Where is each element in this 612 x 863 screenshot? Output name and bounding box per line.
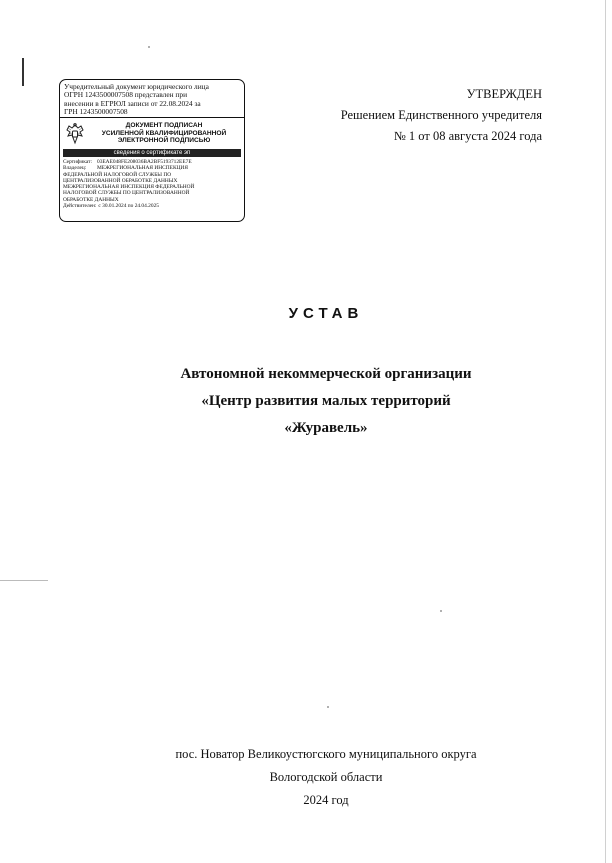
stamp-title-line: ДОКУМЕНТ ПОДПИСАН	[125, 122, 203, 130]
organization-name	[0, 361, 612, 442]
owner-label: Владелец:	[63, 165, 87, 172]
validity-value: с 30.01.2024 по 24.04.2025	[98, 203, 159, 210]
organization-name-line: «Журавель»	[284, 420, 368, 436]
place-and-year	[0, 743, 612, 812]
stamp-title	[87, 122, 241, 145]
owner-line: ОБРАБОТКЕ ДАННЫХ	[63, 196, 119, 203]
owner-line: МЕЖРЕГИОНАЛЬНАЯ ИНСПЕКЦИЯ ФЕДЕРАЛЬНОЙ	[63, 184, 195, 191]
certificate-details	[60, 159, 244, 209]
stamp-header-line: внесении в ЕГРЮЛ записи от 22.08.2024 за	[64, 98, 201, 108]
certificate-label: Сертификат:	[63, 159, 92, 165]
approval-heading: УТВЕРЖДЕН	[466, 87, 542, 101]
document-title: УСТАВ	[288, 305, 364, 322]
validity-label: Действителен:	[63, 203, 97, 210]
scan-speck	[148, 46, 150, 48]
stamp-title-line: ЭЛЕКТРОННОЙ ПОДПИСЬЮ	[117, 137, 211, 145]
approval-decision: Решением Единственного учредителя	[340, 108, 542, 122]
owner-row	[63, 165, 241, 171]
approval-block	[341, 84, 542, 147]
stamp-header	[60, 80, 244, 118]
stamp-header-line: ГРН 1243500007508	[64, 107, 128, 117]
place-line: пос. Новатор Великоустюгского муниципального округа	[175, 747, 477, 761]
certificate-value: 03EAE048FE208036BA2BF5193712EE7E	[97, 159, 192, 165]
owner-line: МЕЖРЕГИОНАЛЬНАЯ ИНСПЕКЦИЯ	[97, 165, 188, 172]
stamp-title-row	[60, 118, 244, 148]
stamp-header-line: ОГРН 1243500007508 представлен при	[64, 90, 188, 100]
validity-row	[63, 203, 241, 209]
scan-mark	[22, 58, 24, 86]
coat-of-arms-emblem-icon	[63, 122, 87, 146]
scan-speck	[327, 706, 329, 708]
owner-line: ФЕДЕРАЛЬНОЙ НАЛОГОВОЙ СЛУЖБЫ ПО	[63, 171, 172, 178]
region-line: Вологодской области	[269, 770, 383, 784]
stamp-header-line: Учредительный документ юридического лица	[64, 82, 209, 91]
stamp-title-line: УСИЛЕННОЙ КВАЛИФИЦИРОВАННОЙ	[101, 129, 227, 137]
signature-stamp	[59, 79, 245, 222]
organization-name-line: «Центр развития малых территорий	[201, 393, 451, 409]
year-line: 2024 год	[303, 793, 349, 807]
certificate-info-bar: сведения о сертификате эп	[63, 149, 241, 157]
owner-line: ЦЕНТРАЛИЗОВАННОЙ ОБРАБОТКЕ ДАННЫХ	[63, 177, 178, 184]
owner-line: НАЛОГОВОЙ СЛУЖБЫ ПО ЦЕНТРАЛИЗОВАННОЙ	[63, 190, 190, 197]
organization-name-line: Автономной некоммерческой организации	[180, 366, 472, 382]
scan-line	[0, 580, 48, 581]
scan-speck	[440, 610, 442, 612]
approval-number-date: № 1 от 08 августа 2024 года	[393, 129, 542, 143]
